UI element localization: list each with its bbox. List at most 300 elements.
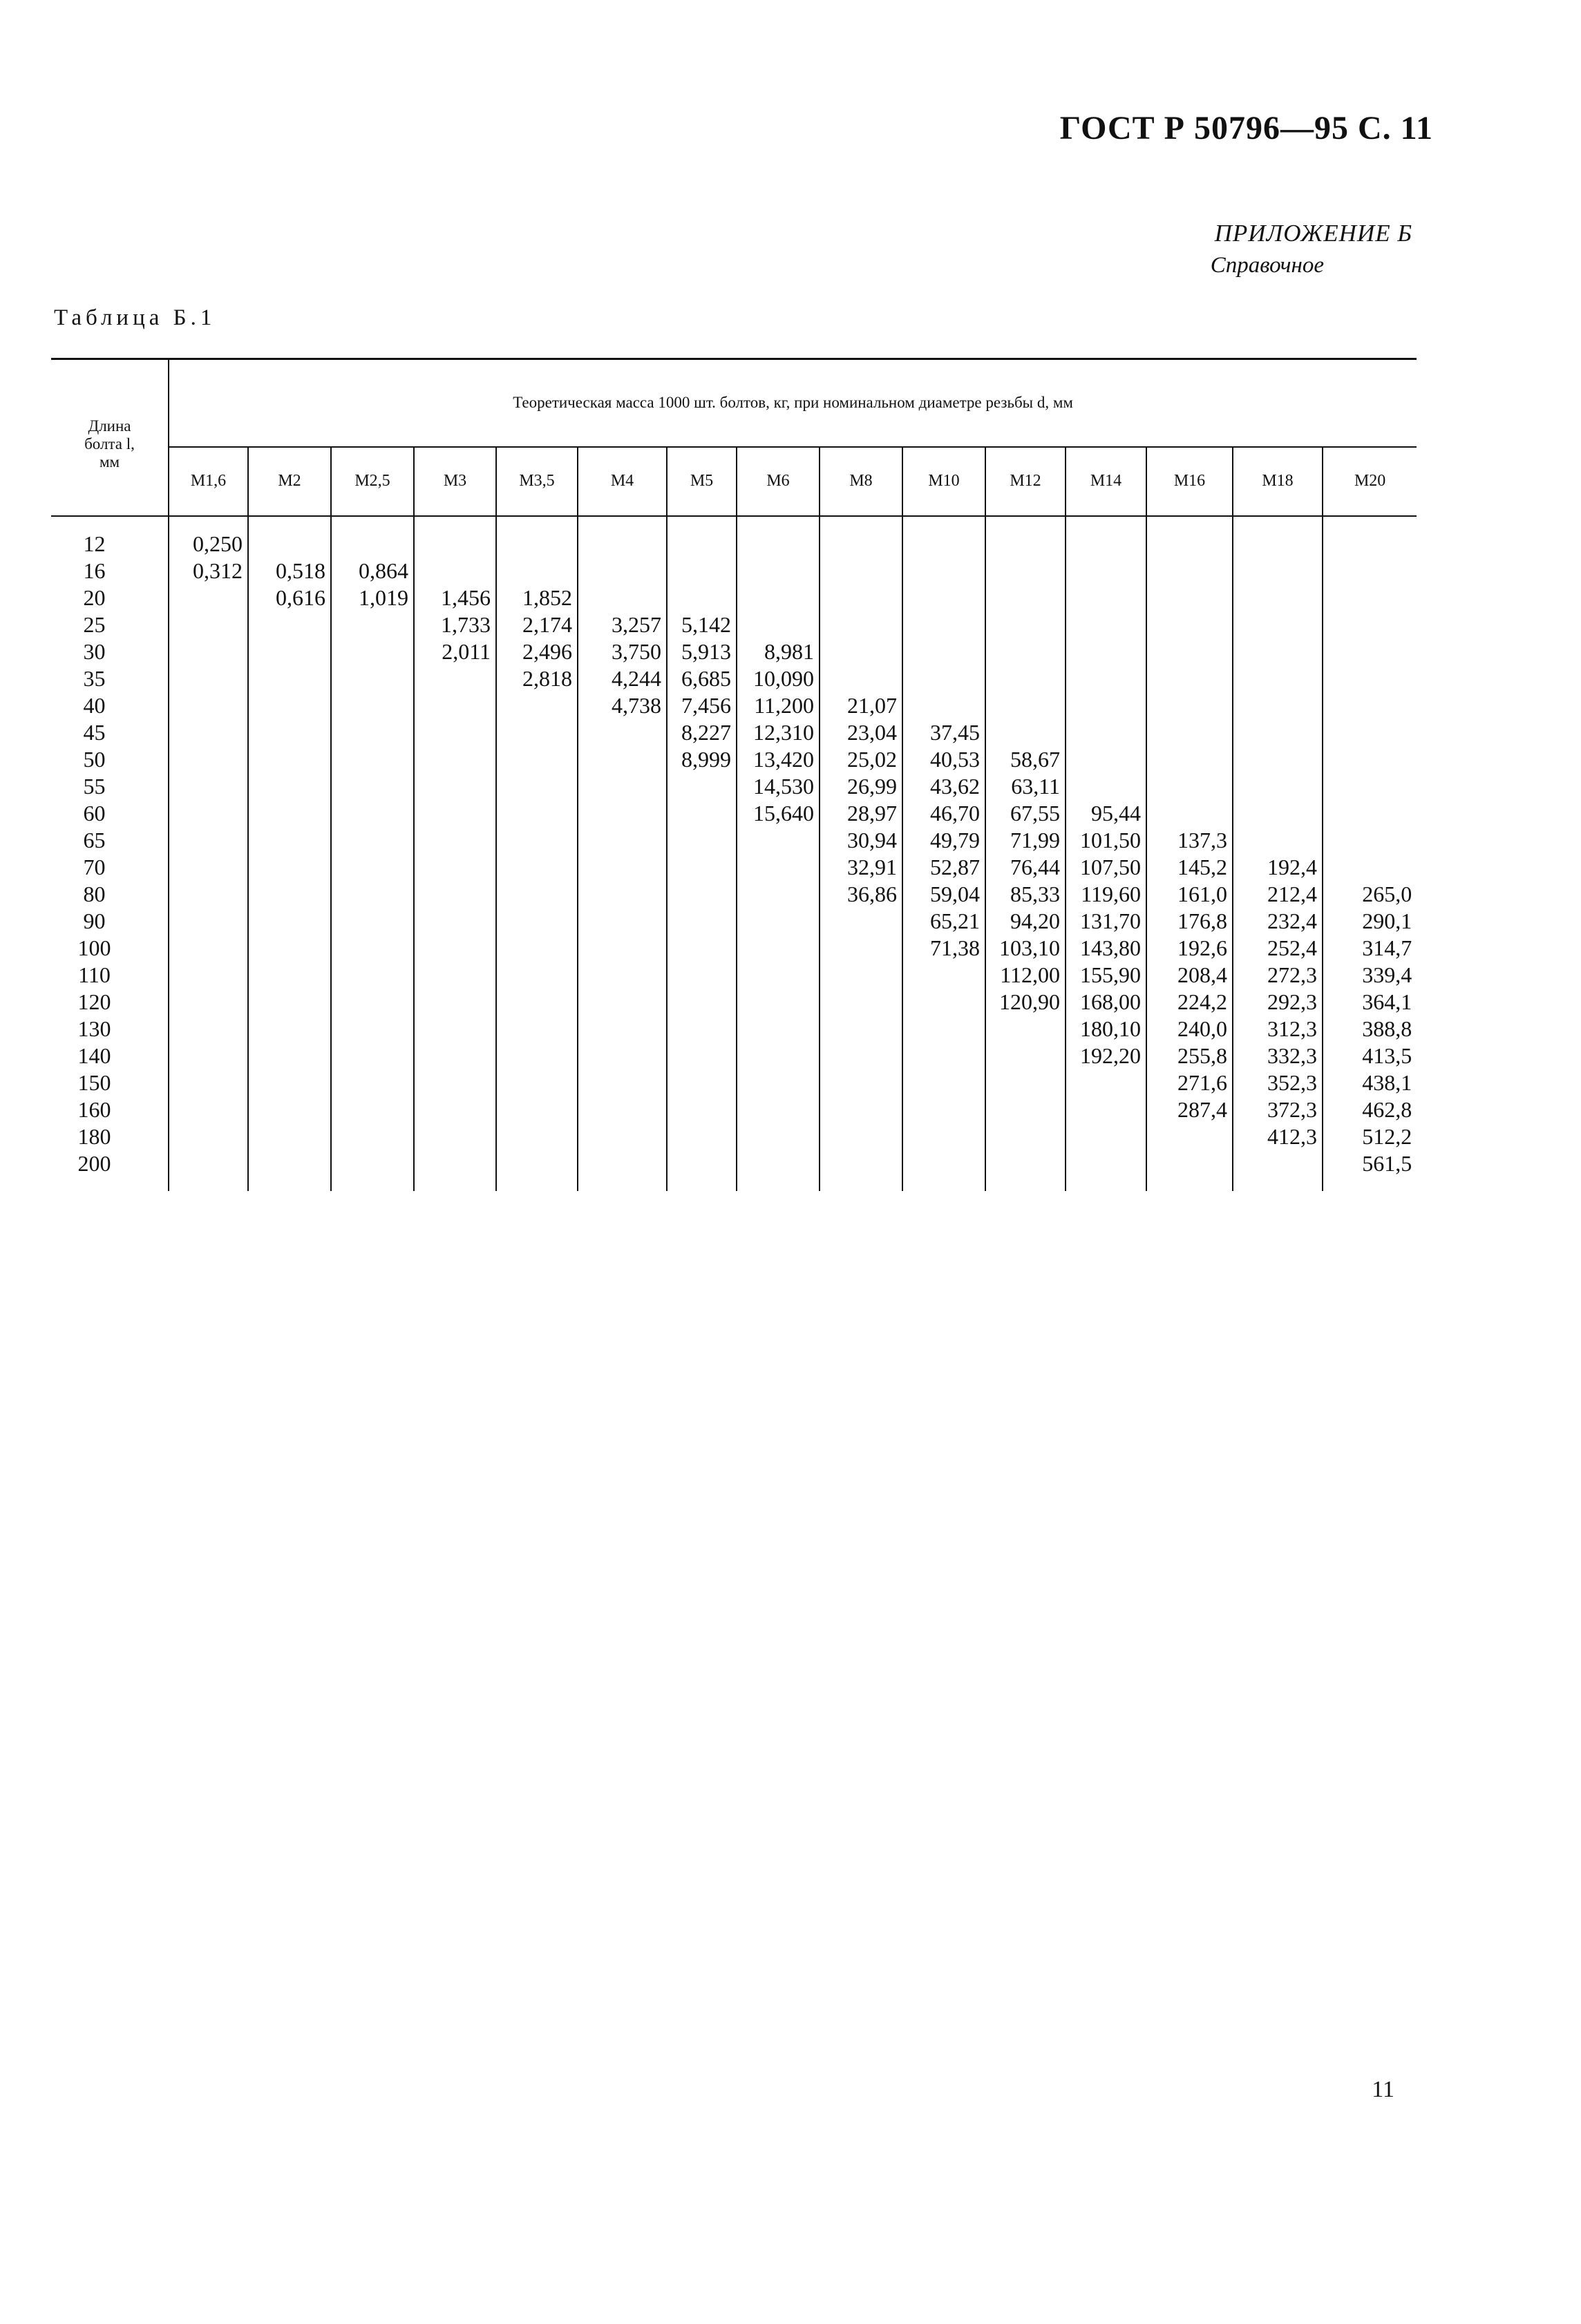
- mass-value-cell: [1066, 558, 1146, 584]
- mass-value-cell: [1066, 516, 1146, 558]
- mass-value-cell: [169, 1123, 248, 1150]
- table-row: [51, 558, 1417, 584]
- bolt-length-cell: 30: [83, 639, 106, 664]
- mass-value-cell: 37,45: [902, 719, 985, 746]
- bolt-length-cell: 180: [77, 1124, 111, 1149]
- mass-value-cell: [331, 908, 414, 935]
- mass-value-cell: [1066, 1069, 1146, 1096]
- mass-value-cell: 15,640: [737, 800, 820, 827]
- mass-value-cell: [414, 881, 496, 908]
- mass-value-cell: 143,80: [1066, 935, 1146, 962]
- mass-value-cell: [578, 827, 667, 854]
- mass-value-cell: 120,90: [985, 989, 1066, 1016]
- mass-value-cell: 8,227: [667, 719, 737, 746]
- mass-value-cell: 4,244: [578, 665, 667, 692]
- mass-value-cell: [902, 692, 985, 719]
- bolt-length-cell: 55: [83, 774, 106, 799]
- bolt-length-cell: 120: [77, 989, 111, 1014]
- length-header-line: мм: [99, 453, 120, 470]
- mass-value-cell: [1233, 800, 1323, 827]
- mass-value-cell: 192,6: [1146, 935, 1233, 962]
- mass-value-cell: [985, 665, 1066, 692]
- mass-value-cell: 8,981: [737, 638, 820, 665]
- mass-value-cell: [737, 1096, 820, 1123]
- bolt-length-cell: 20: [83, 585, 106, 610]
- mass-value-cell: 14,530: [737, 773, 820, 800]
- mass-value-cell: [1233, 692, 1323, 719]
- table-row: [51, 935, 1417, 962]
- mass-value-cell: [667, 773, 737, 800]
- table-row: [51, 881, 1417, 908]
- mass-value-cell: 23,04: [820, 719, 902, 746]
- mass-value-cell: 3,750: [578, 638, 667, 665]
- mass-value-cell: [667, 1150, 737, 1191]
- mass-value-cell: [578, 800, 667, 827]
- mass-value-cell: [1066, 773, 1146, 800]
- mass-value-cell: [331, 638, 414, 665]
- mass-value-cell: [1233, 665, 1323, 692]
- table-row: [51, 1123, 1417, 1150]
- bolt-mass-table: [51, 358, 1417, 1191]
- mass-value-cell: [414, 773, 496, 800]
- mass-value-cell: [414, 692, 496, 719]
- bolt-length-cell: 35: [83, 666, 106, 691]
- mass-value-cell: [667, 935, 737, 962]
- mass-value-cell: 290,1: [1323, 908, 1417, 935]
- mass-value-cell: [248, 935, 331, 962]
- mass-value-cell: 0,250: [169, 516, 248, 558]
- table-row: [51, 719, 1417, 746]
- mass-value-cell: [414, 1096, 496, 1123]
- mass-value-cell: [169, 800, 248, 827]
- mass-value-cell: [902, 665, 985, 692]
- mass-value-cell: [331, 773, 414, 800]
- diameter-column-header: M2,5: [331, 447, 414, 516]
- mass-value-cell: [578, 1123, 667, 1150]
- mass-value-cell: [1066, 611, 1146, 638]
- mass-value-cell: [169, 584, 248, 611]
- mass-value-cell: 67,55: [985, 800, 1066, 827]
- mass-value-cell: [331, 989, 414, 1016]
- mass-value-cell: [1233, 516, 1323, 558]
- table-row: [51, 1069, 1417, 1096]
- mass-value-cell: [1323, 611, 1417, 638]
- diameter-column-header: M12: [985, 447, 1066, 516]
- mass-value-cell: [1233, 719, 1323, 746]
- mass-value-cell: 25,02: [820, 746, 902, 773]
- mass-value-cell: [414, 962, 496, 989]
- mass-value-cell: [985, 1016, 1066, 1042]
- mass-value-cell: [1323, 558, 1417, 584]
- diameter-column-header: M6: [737, 447, 820, 516]
- mass-value-cell: [1233, 773, 1323, 800]
- mass-value-cell: 11,200: [737, 692, 820, 719]
- mass-value-cell: [169, 1016, 248, 1042]
- mass-value-cell: [169, 665, 248, 692]
- bolt-length-cell: 90: [83, 908, 106, 933]
- mass-value-cell: [1146, 800, 1233, 827]
- mass-value-cell: [331, 692, 414, 719]
- mass-value-cell: 65,21: [902, 908, 985, 935]
- mass-value-cell: [496, 719, 578, 746]
- mass-value-cell: [248, 962, 331, 989]
- mass-value-cell: 0,518: [248, 558, 331, 584]
- mass-value-cell: [820, 989, 902, 1016]
- mass-value-cell: 59,04: [902, 881, 985, 908]
- table-body: [51, 516, 1417, 1191]
- mass-value-cell: [737, 1150, 820, 1191]
- mass-value-cell: 12,310: [737, 719, 820, 746]
- mass-value-cell: [1323, 719, 1417, 746]
- mass-value-cell: [902, 989, 985, 1016]
- mass-value-cell: [331, 1069, 414, 1096]
- mass-value-cell: 314,7: [1323, 935, 1417, 962]
- mass-value-cell: [902, 584, 985, 611]
- mass-value-cell: 40,53: [902, 746, 985, 773]
- mass-value-cell: [902, 558, 985, 584]
- mass-value-cell: [331, 1016, 414, 1042]
- mass-value-cell: [248, 827, 331, 854]
- mass-value-cell: [1233, 638, 1323, 665]
- mass-value-cell: [1146, 638, 1233, 665]
- mass-value-cell: [902, 1150, 985, 1191]
- mass-value-cell: [1233, 1150, 1323, 1191]
- mass-value-cell: 107,50: [1066, 854, 1146, 881]
- mass-group-header: Теоретическая масса 1000 шт. болтов, кг, при номинальном диаметре резьбы d, мм: [169, 359, 1417, 447]
- mass-value-cell: [496, 881, 578, 908]
- mass-value-cell: [248, 773, 331, 800]
- mass-value-cell: 101,50: [1066, 827, 1146, 854]
- diameter-column-header: M18: [1233, 447, 1323, 516]
- mass-value-cell: [1066, 638, 1146, 665]
- table-row: [51, 638, 1417, 665]
- mass-value-cell: [985, 692, 1066, 719]
- mass-value-cell: [578, 881, 667, 908]
- mass-value-cell: 252,4: [1233, 935, 1323, 962]
- mass-value-cell: [985, 1096, 1066, 1123]
- mass-value-cell: 0,864: [331, 558, 414, 584]
- mass-value-cell: [1323, 584, 1417, 611]
- mass-value-cell: [1146, 1150, 1233, 1191]
- bolt-length-cell: 130: [77, 1016, 111, 1041]
- mass-value-cell: [737, 516, 820, 558]
- mass-value-cell: 26,99: [820, 773, 902, 800]
- mass-value-cell: 413,5: [1323, 1042, 1417, 1069]
- mass-value-cell: [1146, 516, 1233, 558]
- mass-value-cell: [248, 989, 331, 1016]
- mass-value-cell: [985, 638, 1066, 665]
- mass-value-cell: 561,5: [1323, 1150, 1417, 1191]
- mass-value-cell: 49,79: [902, 827, 985, 854]
- mass-value-cell: 46,70: [902, 800, 985, 827]
- mass-value-cell: [902, 1096, 985, 1123]
- mass-value-cell: [248, 665, 331, 692]
- mass-value-cell: [667, 1016, 737, 1042]
- mass-value-cell: [1233, 746, 1323, 773]
- mass-value-cell: [902, 611, 985, 638]
- mass-value-cell: [737, 1069, 820, 1096]
- mass-value-cell: [331, 719, 414, 746]
- bolt-length-cell: 160: [77, 1097, 111, 1122]
- table-row: [51, 854, 1417, 881]
- mass-value-cell: 2,011: [414, 638, 496, 665]
- mass-value-cell: [578, 989, 667, 1016]
- mass-value-cell: [1066, 746, 1146, 773]
- mass-value-cell: [1146, 719, 1233, 746]
- mass-value-cell: [578, 1096, 667, 1123]
- mass-value-cell: 2,174: [496, 611, 578, 638]
- mass-value-cell: 0,312: [169, 558, 248, 584]
- mass-value-cell: [248, 881, 331, 908]
- mass-value-cell: [820, 908, 902, 935]
- mass-value-cell: [820, 611, 902, 638]
- mass-value-cell: [414, 854, 496, 881]
- mass-value-cell: [248, 1123, 331, 1150]
- mass-value-cell: [496, 962, 578, 989]
- bolt-length-cell: 16: [83, 558, 106, 583]
- mass-value-cell: [414, 719, 496, 746]
- mass-value-cell: 212,4: [1233, 881, 1323, 908]
- mass-value-cell: [1146, 773, 1233, 800]
- mass-value-cell: [414, 908, 496, 935]
- mass-value-cell: [1066, 584, 1146, 611]
- mass-value-cell: [414, 665, 496, 692]
- mass-value-cell: [248, 1069, 331, 1096]
- mass-value-cell: 137,3: [1146, 827, 1233, 854]
- mass-value-cell: [667, 1123, 737, 1150]
- mass-value-cell: 412,3: [1233, 1123, 1323, 1150]
- mass-value-cell: [1323, 773, 1417, 800]
- mass-value-cell: [820, 1096, 902, 1123]
- mass-value-cell: 352,3: [1233, 1069, 1323, 1096]
- mass-value-cell: [414, 827, 496, 854]
- mass-value-cell: [902, 638, 985, 665]
- mass-value-cell: [1323, 800, 1417, 827]
- mass-value-cell: [169, 692, 248, 719]
- mass-value-cell: [737, 1123, 820, 1150]
- mass-value-cell: [1066, 1096, 1146, 1123]
- mass-value-cell: [331, 827, 414, 854]
- mass-value-cell: [667, 800, 737, 827]
- mass-value-cell: 36,86: [820, 881, 902, 908]
- mass-value-cell: [331, 800, 414, 827]
- mass-value-cell: [985, 1150, 1066, 1191]
- mass-value-cell: [1323, 692, 1417, 719]
- table-row: [51, 827, 1417, 854]
- appendix-title: ПРИЛОЖЕНИЕ Б: [1214, 220, 1412, 247]
- table-row: [51, 962, 1417, 989]
- bolt-length-cell: 150: [77, 1070, 111, 1095]
- mass-value-cell: [331, 1150, 414, 1191]
- mass-value-cell: 388,8: [1323, 1016, 1417, 1042]
- mass-value-cell: [331, 1123, 414, 1150]
- mass-value-cell: [820, 1150, 902, 1191]
- mass-value-cell: [902, 1123, 985, 1150]
- mass-value-cell: [414, 558, 496, 584]
- mass-value-cell: [820, 665, 902, 692]
- mass-value-cell: [248, 1150, 331, 1191]
- mass-value-cell: 103,10: [985, 935, 1066, 962]
- mass-value-cell: 145,2: [1146, 854, 1233, 881]
- mass-value-cell: 28,97: [820, 800, 902, 827]
- mass-value-cell: [414, 1016, 496, 1042]
- mass-value-cell: 52,87: [902, 854, 985, 881]
- bolt-length-cell: 110: [78, 962, 111, 987]
- mass-value-cell: [578, 719, 667, 746]
- mass-value-cell: 192,20: [1066, 1042, 1146, 1069]
- mass-value-cell: [737, 908, 820, 935]
- mass-value-cell: [248, 719, 331, 746]
- mass-value-cell: [496, 989, 578, 1016]
- mass-value-cell: 364,1: [1323, 989, 1417, 1016]
- mass-value-cell: 155,90: [1066, 962, 1146, 989]
- diameter-column-header: M1,6: [169, 447, 248, 516]
- mass-value-cell: [169, 638, 248, 665]
- mass-value-cell: 4,738: [578, 692, 667, 719]
- mass-value-cell: 180,10: [1066, 1016, 1146, 1042]
- bolt-length-cell: 140: [77, 1043, 111, 1068]
- mass-value-cell: [578, 908, 667, 935]
- mass-value-cell: [248, 1042, 331, 1069]
- table-row: [51, 1016, 1417, 1042]
- mass-value-cell: [1146, 692, 1233, 719]
- mass-value-cell: 1,019: [331, 584, 414, 611]
- mass-value-cell: [496, 827, 578, 854]
- mass-value-cell: [414, 989, 496, 1016]
- mass-value-cell: [578, 854, 667, 881]
- mass-value-cell: [1323, 516, 1417, 558]
- mass-value-cell: [985, 611, 1066, 638]
- mass-value-cell: 71,38: [902, 935, 985, 962]
- mass-value-cell: [248, 692, 331, 719]
- mass-value-cell: [820, 638, 902, 665]
- mass-value-cell: [578, 935, 667, 962]
- mass-value-cell: 5,142: [667, 611, 737, 638]
- mass-value-cell: [985, 516, 1066, 558]
- mass-value-cell: [737, 558, 820, 584]
- table-row: [51, 611, 1417, 638]
- mass-value-cell: [331, 1096, 414, 1123]
- mass-value-cell: [1146, 611, 1233, 638]
- mass-value-cell: [331, 962, 414, 989]
- mass-value-cell: [902, 1042, 985, 1069]
- page-number: 11: [1372, 2077, 1394, 2102]
- mass-value-cell: 21,07: [820, 692, 902, 719]
- appendix-heading: [1211, 220, 1412, 278]
- mass-value-cell: 94,20: [985, 908, 1066, 935]
- diameter-column-header: M14: [1066, 447, 1146, 516]
- table-row: [51, 1150, 1417, 1191]
- mass-value-cell: [331, 516, 414, 558]
- mass-value-cell: [331, 1042, 414, 1069]
- mass-value-cell: [496, 516, 578, 558]
- mass-value-cell: [820, 516, 902, 558]
- mass-value-cell: [496, 746, 578, 773]
- mass-value-cell: 292,3: [1233, 989, 1323, 1016]
- mass-value-cell: 224,2: [1146, 989, 1233, 1016]
- table-row: [51, 1096, 1417, 1123]
- mass-value-cell: [414, 1042, 496, 1069]
- mass-value-cell: [496, 1016, 578, 1042]
- mass-value-cell: [902, 962, 985, 989]
- mass-value-cell: [248, 638, 331, 665]
- mass-value-cell: 232,4: [1233, 908, 1323, 935]
- mass-value-cell: [496, 854, 578, 881]
- mass-value-cell: 339,4: [1323, 962, 1417, 989]
- mass-value-cell: 2,496: [496, 638, 578, 665]
- mass-value-cell: 1,456: [414, 584, 496, 611]
- mass-value-cell: [331, 746, 414, 773]
- mass-value-cell: [169, 773, 248, 800]
- mass-value-cell: [985, 1069, 1066, 1096]
- diameter-column-header: M16: [1146, 447, 1233, 516]
- bolt-length-cell: 80: [83, 882, 106, 906]
- mass-value-cell: 85,33: [985, 881, 1066, 908]
- mass-value-cell: [1233, 558, 1323, 584]
- mass-value-cell: [169, 962, 248, 989]
- mass-value-cell: 5,913: [667, 638, 737, 665]
- mass-value-cell: [820, 1016, 902, 1042]
- mass-value-cell: [578, 746, 667, 773]
- mass-value-cell: [496, 1123, 578, 1150]
- table-row: [51, 746, 1417, 773]
- mass-value-cell: [1066, 692, 1146, 719]
- mass-value-cell: [1323, 746, 1417, 773]
- mass-value-cell: [667, 881, 737, 908]
- mass-value-cell: [1323, 665, 1417, 692]
- table-row: [51, 516, 1417, 558]
- mass-value-cell: [578, 558, 667, 584]
- mass-value-cell: [248, 854, 331, 881]
- diameter-column-header: M2: [248, 447, 331, 516]
- mass-value-cell: [1323, 854, 1417, 881]
- mass-value-cell: 43,62: [902, 773, 985, 800]
- mass-value-cell: 168,00: [1066, 989, 1146, 1016]
- mass-value-cell: [496, 800, 578, 827]
- mass-value-cell: [169, 719, 248, 746]
- mass-value-cell: [496, 935, 578, 962]
- mass-value-cell: [169, 908, 248, 935]
- mass-value-cell: [331, 881, 414, 908]
- mass-value-cell: 176,8: [1146, 908, 1233, 935]
- bolt-length-cell: 70: [83, 855, 106, 879]
- mass-value-cell: [248, 746, 331, 773]
- mass-value-cell: 95,44: [1066, 800, 1146, 827]
- mass-value-cell: [578, 584, 667, 611]
- mass-value-cell: [1146, 1123, 1233, 1150]
- table-row: [51, 989, 1417, 1016]
- mass-value-cell: 3,257: [578, 611, 667, 638]
- mass-value-cell: [820, 1123, 902, 1150]
- mass-value-cell: 6,685: [667, 665, 737, 692]
- mass-value-cell: [902, 516, 985, 558]
- mass-value-cell: [985, 1123, 1066, 1150]
- mass-value-cell: 438,1: [1323, 1069, 1417, 1096]
- mass-value-cell: [496, 773, 578, 800]
- mass-value-cell: [1066, 719, 1146, 746]
- mass-value-cell: [248, 516, 331, 558]
- mass-value-cell: [414, 800, 496, 827]
- mass-value-cell: [667, 516, 737, 558]
- mass-value-cell: 271,6: [1146, 1069, 1233, 1096]
- table-caption: Таблица Б.1: [54, 305, 216, 330]
- bolt-length-cell: 45: [83, 720, 106, 745]
- mass-value-cell: [1233, 611, 1323, 638]
- mass-value-cell: 1,733: [414, 611, 496, 638]
- bolt-length-cell: 12: [83, 531, 106, 556]
- mass-value-cell: 63,11: [985, 773, 1066, 800]
- mass-value-cell: [496, 1069, 578, 1096]
